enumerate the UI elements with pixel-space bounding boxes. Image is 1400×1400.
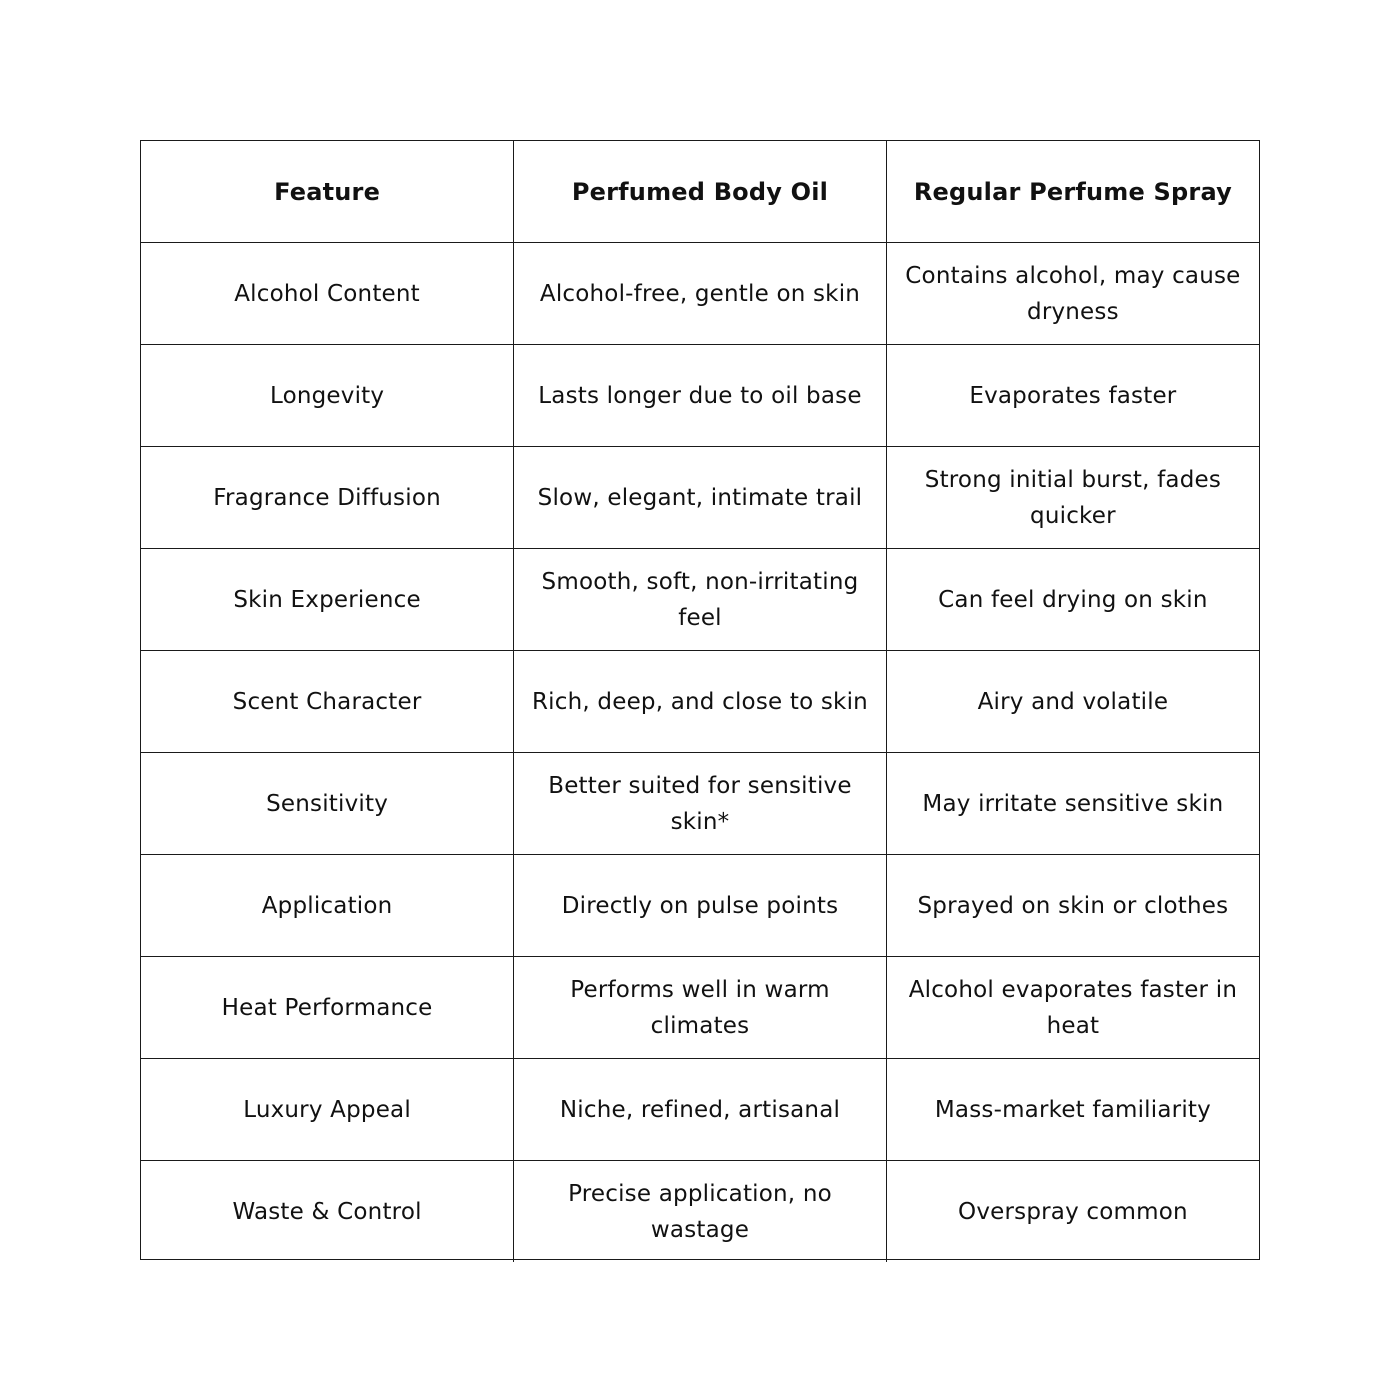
feature-cell: Sensitivity [141, 753, 514, 855]
body-oil-cell: Precise application, no wastage [514, 1161, 887, 1263]
header-perfumed-body-oil: Perfumed Body Oil [514, 141, 887, 243]
body-oil-cell: Better suited for sensitive skin* [514, 753, 887, 855]
perfume-spray-cell: Evaporates faster [886, 345, 1259, 447]
feature-cell: Scent Character [141, 651, 514, 753]
perfume-spray-cell: Alcohol evaporates faster in heat [886, 957, 1259, 1059]
perfume-spray-cell: Overspray common [886, 1161, 1259, 1263]
body-oil-cell: Smooth, soft, non-irritating feel [514, 549, 887, 651]
table-row [141, 753, 1259, 855]
table-row [141, 447, 1259, 549]
feature-cell: Waste & Control [141, 1161, 514, 1263]
body-oil-cell: Niche, refined, artisanal [514, 1059, 887, 1161]
comparison-table [141, 141, 1259, 1262]
feature-cell: Longevity [141, 345, 514, 447]
header-regular-perfume-spray: Regular Perfume Spray [886, 141, 1259, 243]
body-oil-cell: Directly on pulse points [514, 855, 887, 957]
perfume-spray-cell: Strong initial burst, fades quicker [886, 447, 1259, 549]
table-row [141, 549, 1259, 651]
perfume-spray-cell: Can feel drying on skin [886, 549, 1259, 651]
perfume-spray-cell: Contains alcohol, may cause dryness [886, 243, 1259, 345]
table-row [141, 651, 1259, 753]
comparison-table-container [140, 140, 1260, 1260]
body-oil-cell: Alcohol-free, gentle on skin [514, 243, 887, 345]
body-oil-cell: Slow, elegant, intimate trail [514, 447, 887, 549]
table-row [141, 345, 1259, 447]
header-feature: Feature [141, 141, 514, 243]
feature-cell: Heat Performance [141, 957, 514, 1059]
table-row [141, 243, 1259, 345]
table-row [141, 855, 1259, 957]
feature-cell: Application [141, 855, 514, 957]
feature-cell: Alcohol Content [141, 243, 514, 345]
feature-cell: Fragrance Diffusion [141, 447, 514, 549]
perfume-spray-cell: Sprayed on skin or clothes [886, 855, 1259, 957]
table-row [141, 1059, 1259, 1161]
table-row [141, 957, 1259, 1059]
table-row [141, 1161, 1259, 1263]
body-oil-cell: Lasts longer due to oil base [514, 345, 887, 447]
body-oil-cell: Performs well in warm climates [514, 957, 887, 1059]
perfume-spray-cell: Mass-market familiarity [886, 1059, 1259, 1161]
table-header-row [141, 141, 1259, 243]
body-oil-cell: Rich, deep, and close to skin [514, 651, 887, 753]
perfume-spray-cell: Airy and volatile [886, 651, 1259, 753]
feature-cell: Skin Experience [141, 549, 514, 651]
perfume-spray-cell: May irritate sensitive skin [886, 753, 1259, 855]
feature-cell: Luxury Appeal [141, 1059, 514, 1161]
